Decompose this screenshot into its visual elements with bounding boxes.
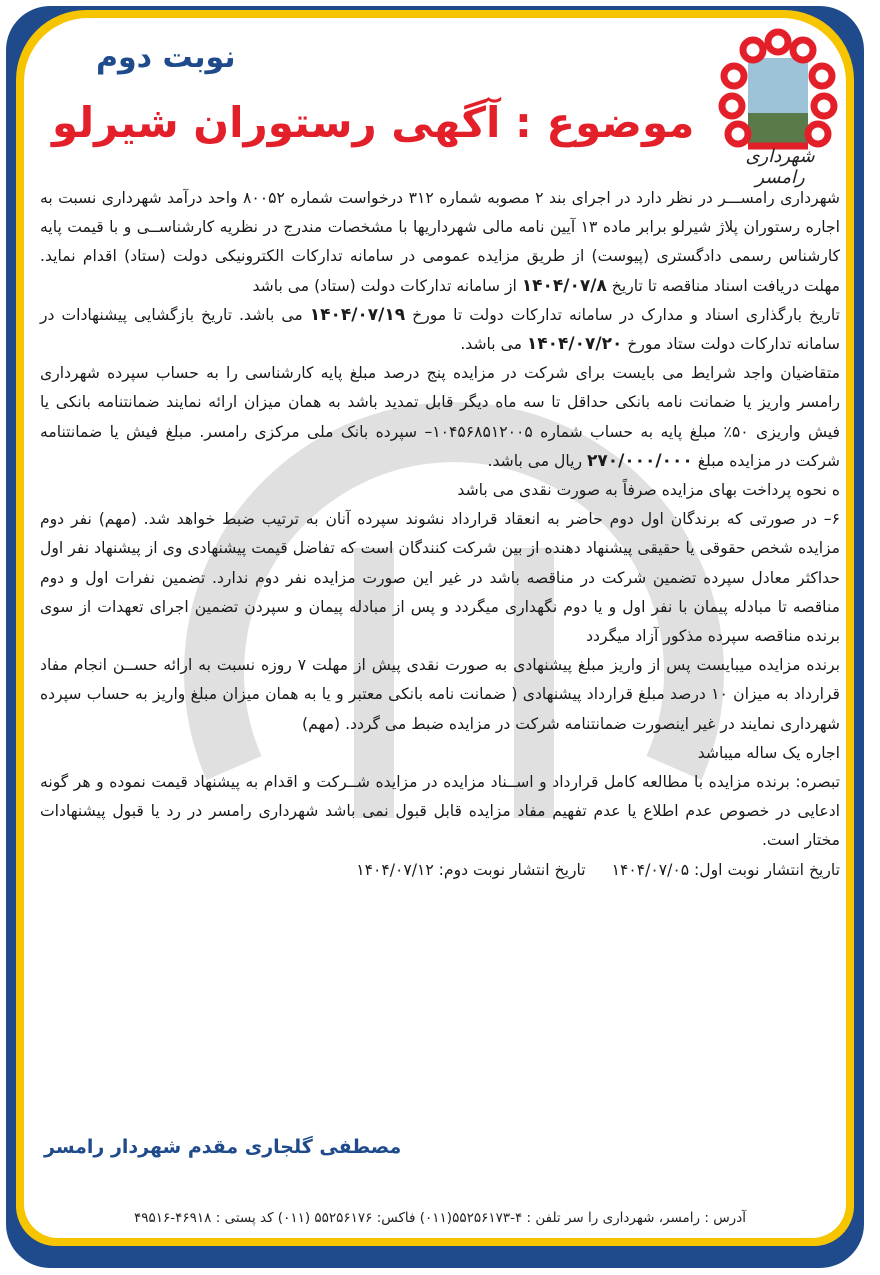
paragraph-text: می باشد. [460,335,527,354]
paragraph-text: شهرداری رامســـر در نظر دارد در اجرای بند ۲ مصوبه شماره ۳۱۲ درخواست شماره ۸۰۰۵۲ واحد درآمد شهرداری نسبت به اجاره رستوران پلاژ شیرلو برابر ماده ۱۳ آیین نامه مالی شهرداریها با مشخصات مندرج در نظریه کارشناســی و با قیمت پایه کارشناس رسمی دادگستری (پیوست) از طریق مزایده عمومی در سامانه تدارکات الکترونیکی دولت (ستاد) اقدام نماید. مهلت دریافت اسناد مناقصه تا تاریخ [40,189,840,295]
paragraph-text: اجاره یک ساله میباشد [697,743,840,762]
paragraph-text: تاریخ بارگذاری اسناد و مدارک در سامانه تدارکات دولت تا مورخ [405,305,841,324]
notice-paragraph [40,768,840,856]
notice-paragraph [40,739,840,768]
highlighted-value: ۱۴۰۴/۰۷/۲۰ [526,334,623,355]
paragraph-text: می باشد. تاریخ بازگشایی پیشنهادات در سامانه تدارکات دولت ستاد مورخ [40,305,840,354]
notice-paragraph [40,476,840,505]
paragraph-text: ه نحوه پرداخت بهای مزایده صرفاً به صورت نقدی می باشد [457,481,840,500]
paragraph-text: متقاضیان واجد شرایط می بایست برای شرکت در مزایده پنج درصد مبلغ پایه کارشناسی را به حساب سپرده شهرداری رامسر واریز یا ضمانت نامه بانکی حداقل تا سه ماه دیگر قابل تمدید باشد به همان میزان ارائه نمایند ضمانتنامه بانکی یا فیش واریزی ۵۰٪ مبلغ پایه به حساب شماره ۱۰۴۵۶۸۵۱۲۰۰۵– سپرده بانک ملی مرکزی رامسر. مبلغ فیش یا ضمانتنامه شرکت در مزایده مبلغ [40,364,840,470]
publication-round: نوبت دوم [96,40,236,75]
paragraph-text: ریال می باشد. [487,451,587,470]
notice-body [40,184,840,885]
notice-paragraph [40,505,840,651]
notice-title: موضوع : آگهی رستوران شیرلو [52,98,695,147]
first-publication-date: تاریخ انتشار نوبت اول: ۱۴۰۴/۰۷/۰۵ [611,860,840,879]
paragraph-text: از سامانه تدارکات دولت (ستاد) می باشد [252,276,522,295]
contact-footer: آدرس : رامسر، شهرداری را سر تلفن : ۴-۵۵۲۵۶۱۷۳(۰۱۱) فاکس: ۵۵۲۵۶۱۷۶ (۰۱۱) کد پستی : ۴۶۹۱۸-۴۹۵۱۶ [134,1210,746,1226]
publication-dates [40,856,840,885]
second-publication-date: تاریخ انتشار نوبت دوم: ۱۴۰۴/۰۷/۱۲ [356,860,586,879]
paragraph-text: تبصره: برنده مزایده با مطالعه کامل قرارداد و اســناد مزایده در مزایده شــرکت و اقدام به پیشنهاد قیمت نموده و هر گونه ادعایی در خصوص عدم اطلاع یا عدم تفهیم مفاد مزایده قابل قبول نمی باشد شهرداری رامسر در رد یا قبول پیشنهادات مختار است. [40,773,840,850]
notice-paragraph [40,359,840,476]
paragraph-text: برنده مزایده میبایست پس از واریز مبلغ پیشنهادی به صورت نقدی پیش از مهلت ۷ روزه نسبت به ارائه حســن انجام مفاد قرارداد به میزان ۱۰ درصد مبلغ قرارداد پیشنهادی ( ضمانت نامه بانکی معتبر و یا به همان میزان مبلغ واریز به حساب سپرده شهرداری نمایند در غیر اینصورت ضمانتنامه شرکت در مزایده ضبط می گردد. (مهم) [40,656,840,733]
mayor-signature: مصطفی گلجاری مقدم شهردار رامسر [44,1136,402,1158]
highlighted-value: ۲۷۰/۰۰۰/۰۰۰ [586,450,693,471]
notice-paragraph [40,651,840,739]
paragraph-text: ۶– در صورتی که برندگان اول دوم حاضر به انعقاد قرارداد نشوند سپرده آنان به ترتیب ضبط خواهد شد. (مهم) نفر دوم مزایده شخص حقوقی یا حقیقی پیشنهاد دهنده از بین شرکت کنندگان است که تفاضل قیمت پیشنهادی وی از پیشنهاد نفر اول حداکثر معادل سپرده تضمین شرکت در مناقصه باشد در غیر این صورت مزایده نفر دوم ندارد. تضمین نفرات اول و دوم مناقصه تا مبادله پیمان با نفر اول و یا دوم نگهداری میگردد و پس از مبادله پیمان و سپردن تضمین اجرای تعهدات از سوی برنده مناقصه سپرده مذکور آزاد میگردد [40,510,840,646]
notice-paragraph [40,301,840,359]
highlighted-value: ۱۴۰۴/۰۷/۸ [521,275,607,296]
highlighted-value: ۱۴۰۴/۰۷/۱۹ [309,304,406,325]
logo-text: شهرداری رامسر [745,146,815,188]
notice-paragraph [40,184,840,301]
